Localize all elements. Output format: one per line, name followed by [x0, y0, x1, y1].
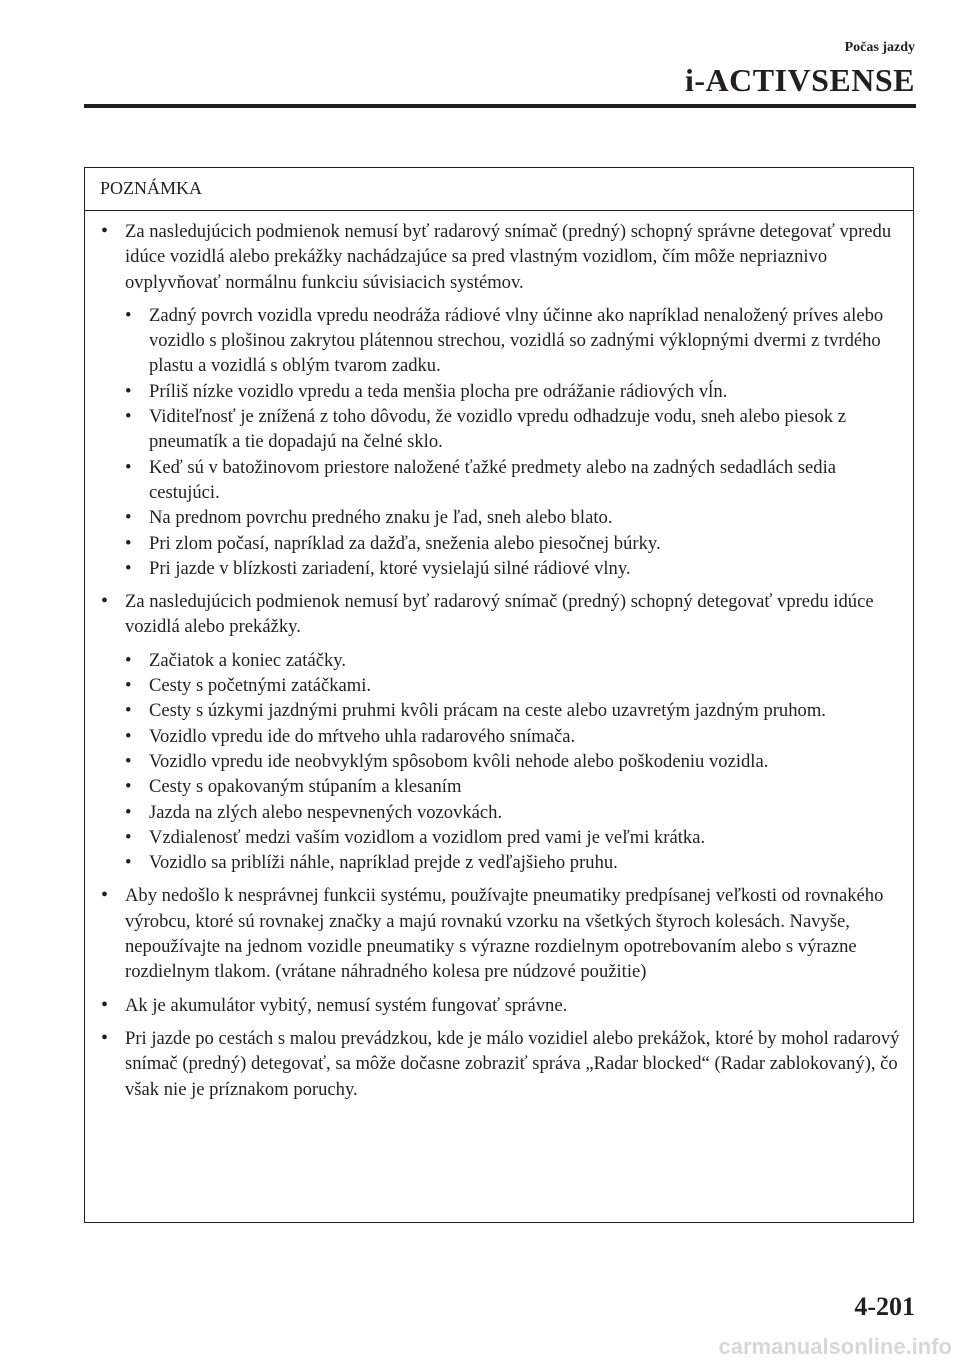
sub-bullet-icon: •	[125, 801, 132, 823]
sub-item-text: Cesty s početnými zatáčkami.	[149, 675, 372, 697]
sub-item-text: Na prednom povrchu predného znaku je ľad, sneh alebo blato.	[149, 507, 613, 529]
sub-bullet-icon: •	[125, 675, 132, 697]
note-heading: POZNÁMKA	[85, 168, 913, 211]
note-item-text: Pri jazde po cestách s malou prevádzkou, kde je málo vozidiel alebo prekážok, ktoré by mohol radarový snímač (predný) detegovať, sa môže dočasne zobraziť správa „Radar blocked“ (Radar zablokovaný), čo však nie je príznakom poruchy.	[125, 1027, 900, 1100]
bullet-icon: •	[101, 590, 109, 613]
note-item-text: Za nasledujúcich podmienok nemusí byť radarový snímač (predný) schopný správne detegovať vpredu idúce vozidlá alebo prekážky nachádzajúce sa pred vlastným vozidlom, čím môže nepriaznivo ovplyvňovať normálnu funkciu súvisiacich systémov.	[125, 221, 892, 293]
sub-list	[125, 648, 903, 876]
page-title: i-ACTIVSENSE	[684, 62, 915, 98]
sub-bullet-icon: •	[125, 725, 132, 747]
sub-item	[125, 800, 903, 825]
note-item	[101, 1026, 903, 1102]
sub-item-text: Cesty s opakovaným stúpaním a klesaním	[149, 776, 462, 798]
bullet-icon: •	[101, 884, 109, 907]
sub-item	[125, 379, 903, 404]
sub-item-text: Vzdialenosť medzi vaším vozidlom a vozidlom pred vami je veľmi krátka.	[149, 826, 706, 848]
sub-bullet-icon: •	[125, 750, 132, 772]
note-item	[101, 219, 903, 581]
sub-item-text: Vozidlo sa priblíži náhle, napríklad prejde z vedľajšieho pruhu.	[149, 852, 618, 874]
watermark: carmanualsonline.info	[718, 1334, 952, 1359]
sub-item	[125, 303, 903, 379]
sub-item	[125, 648, 903, 673]
sub-bullet-icon: •	[125, 507, 132, 529]
sub-item	[125, 698, 903, 723]
sub-item-text: Príliš nízke vozidlo vpredu a teda menšia plocha pre odrážanie rádiových vĺn.	[149, 380, 728, 402]
sub-item-text: Zadný povrch vozidla vpredu neodráža rádiové vlny účinne ako napríklad nenaložený príves alebo vozidlo s plošinou zakrytou plátennou strechou, vozidlá so zadnými výklopnými dvermi z tvrdého plastu a vozidlá s oblým tvarom zadku.	[149, 304, 884, 377]
note-item	[101, 883, 903, 984]
sub-item-text: Pri zlom počasí, napríklad za dažďa, sneženia alebo piesočnej búrky.	[149, 532, 661, 554]
sub-bullet-icon: •	[125, 304, 132, 326]
sub-bullet-icon: •	[125, 406, 132, 428]
sub-item-text: Cesty s úzkymi jazdnými pruhmi kvôli prácam na ceste alebo uzavretým jazdným pruhom.	[149, 700, 826, 722]
sub-item	[125, 749, 903, 774]
sub-list	[125, 303, 903, 581]
sub-bullet-icon: •	[125, 532, 132, 554]
sub-item	[125, 673, 903, 698]
sub-item	[125, 505, 903, 530]
sub-item	[125, 531, 903, 556]
sub-item	[125, 556, 903, 581]
note-item	[101, 993, 903, 1018]
sub-item	[125, 404, 903, 455]
sub-bullet-icon: •	[125, 649, 132, 671]
sub-bullet-icon: •	[125, 826, 132, 848]
bullet-icon: •	[101, 220, 109, 242]
sub-bullet-icon: •	[125, 776, 132, 798]
page-number: 4-201	[854, 1292, 915, 1321]
sub-bullet-icon: •	[125, 456, 132, 478]
section-label: Počas jazdy	[844, 40, 915, 55]
sub-item-text: Pri jazde v blízkosti zariadení, ktoré vysielajú silné rádiové vlny.	[149, 557, 631, 579]
sub-item	[125, 455, 903, 506]
bullet-icon: •	[101, 993, 109, 1016]
sub-item-text: Jazda na zlých alebo nespevnených vozovkách.	[149, 801, 503, 823]
note-box	[84, 167, 914, 1223]
note-body	[85, 211, 913, 1102]
note-item	[101, 589, 903, 875]
sub-item	[125, 774, 903, 799]
note-item-text: Ak je akumulátor vybitý, nemusí systém fungovať správne.	[125, 994, 568, 1016]
sub-item-text: Začiatok a koniec zatáčky.	[149, 649, 347, 671]
sub-item-text: Keď sú v batožinovom priestore naložené ťažké predmety alebo na zadných sedadlách sedia cestujúci.	[149, 456, 836, 503]
sub-bullet-icon: •	[125, 700, 132, 722]
sub-item-text: Vozidlo vpredu ide do mŕtveho uhla radarového snímača.	[149, 725, 576, 747]
sub-bullet-icon: •	[125, 380, 132, 402]
sub-item	[125, 825, 903, 850]
note-item-text: Za nasledujúcich podmienok nemusí byť radarový snímač (predný) schopný detegovať vpredu idúce vozidlá alebo prekážky.	[125, 591, 874, 638]
sub-bullet-icon: •	[125, 852, 132, 874]
sub-item	[125, 724, 903, 749]
sub-item-text: Vozidlo vpredu ide neobvyklým spôsobom kvôli nehode alebo poškodeniu vozidla.	[149, 750, 769, 772]
header-rule	[84, 104, 916, 108]
note-item-text: Aby nedošlo k nesprávnej funkcii systému, používajte pneumatiky predpísanej veľkosti od rovnakého výrobcu, ktoré sú rovnakej značky a majú rovnakú vzorku na všetkých štyroch kolesách. Navyše, nepoužívajte na jednom vozidle pneumatiky s výrazne rozdielnym opotrebovaním alebo s výrazne rozdielnym tlakom. (vrátane náhradného kolesa pre núdzové použitie)	[125, 885, 884, 983]
sub-item	[125, 850, 903, 875]
sub-bullet-icon: •	[125, 557, 132, 579]
bullet-icon: •	[101, 1026, 109, 1049]
sub-item-text: Viditeľnosť je znížená z toho dôvodu, že vozidlo vpredu odhadzuje vodu, sneh alebo piesok z pneumatík a tie dopadajú na čelné sklo.	[149, 406, 846, 453]
